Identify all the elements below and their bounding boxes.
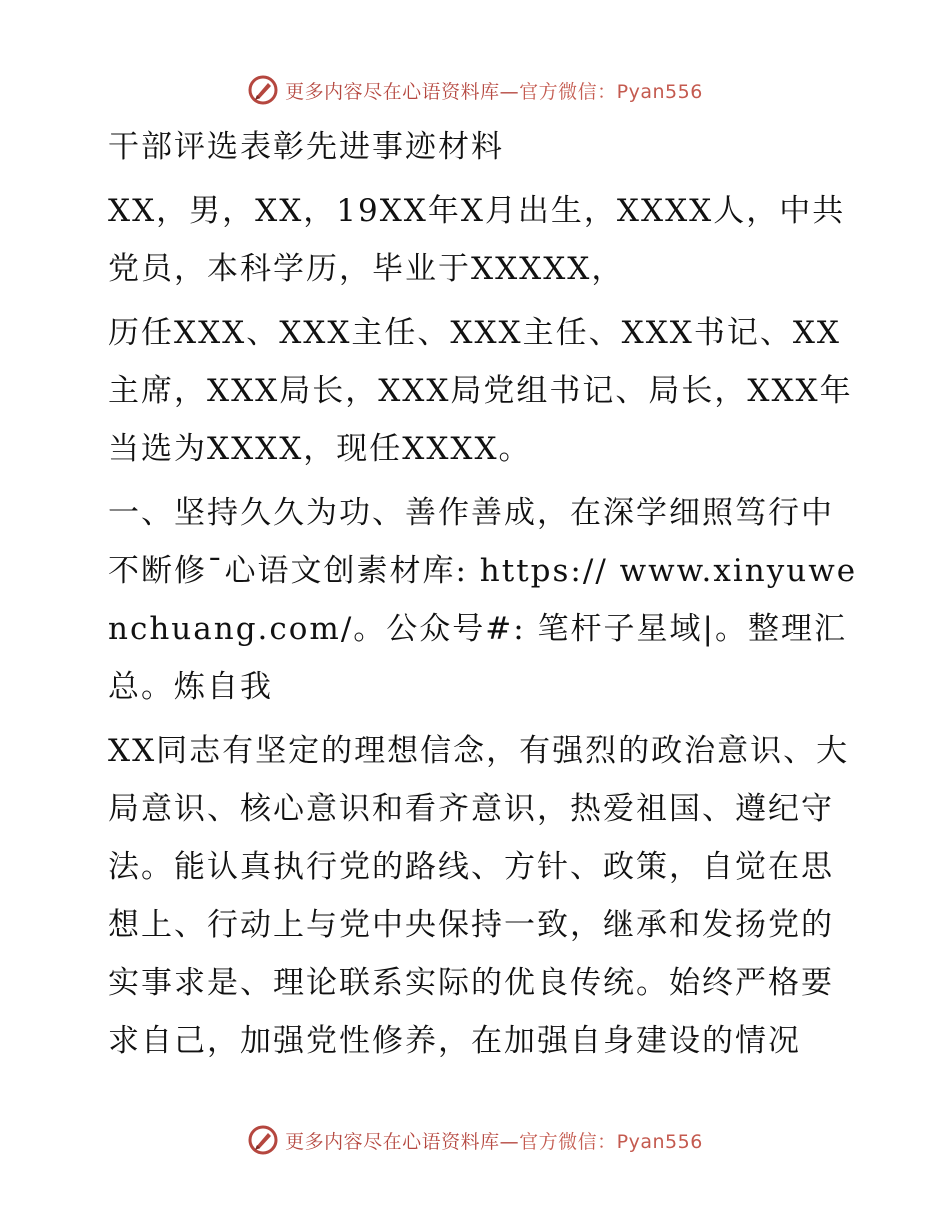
pen-logo-icon [247,1124,279,1156]
banner-slogan: 更多内容尽在心语资料库 [285,1130,500,1153]
pen-logo-icon [247,74,279,106]
paragraph-4: XX同志有坚定的理想信念，有强烈的政治意识、大局意识、核心意识和看齐意识，热爱祖国、遵纪守法。能认真执行党的路线、方针、政策，自觉在思想上、行动上与党中央保持一致，继承和发扬党的实事求是、理论联系实际的优良传统。始终严格要求自己，加强党性修养，在加强自身建设的情况 [108,733,850,1059]
paragraph-2: 历任XXX、XXX主任、XXX主任、XXX书记、XX主席，XXX局长，XXX局党组书记、局长，XXX年当选为XXXX，现任XXXX。 [108,315,853,467]
header-banner [0,70,950,110]
banner-text [285,1127,703,1154]
banner-wechat: 官方微信：Pyan556 [519,1130,703,1153]
banner-slogan: 更多内容尽在心语资料库 [285,80,500,103]
paragraph-1: XX，男，XX，19XX年X月出生，XXXX人，中共党员，本科学历，毕业于XXXXX， [108,193,846,287]
paragraph-3: 一、坚持久久为功、善作善成，在深学细照笃行中不断修¯心语文创素材库: https:// www.xinyuwenchuang.com/。公众号#: 笔杆子星域|。整理汇总。炼自我 [108,495,858,705]
document-title: 干部评选表彰先进事迹材料 [108,129,504,165]
document-body [98,118,858,1070]
banner-text [285,77,703,104]
banner-dash: — [499,80,520,103]
footer-banner [0,1120,950,1160]
banner-dash: — [499,1130,520,1153]
banner-wechat: 官方微信：Pyan556 [519,80,703,103]
